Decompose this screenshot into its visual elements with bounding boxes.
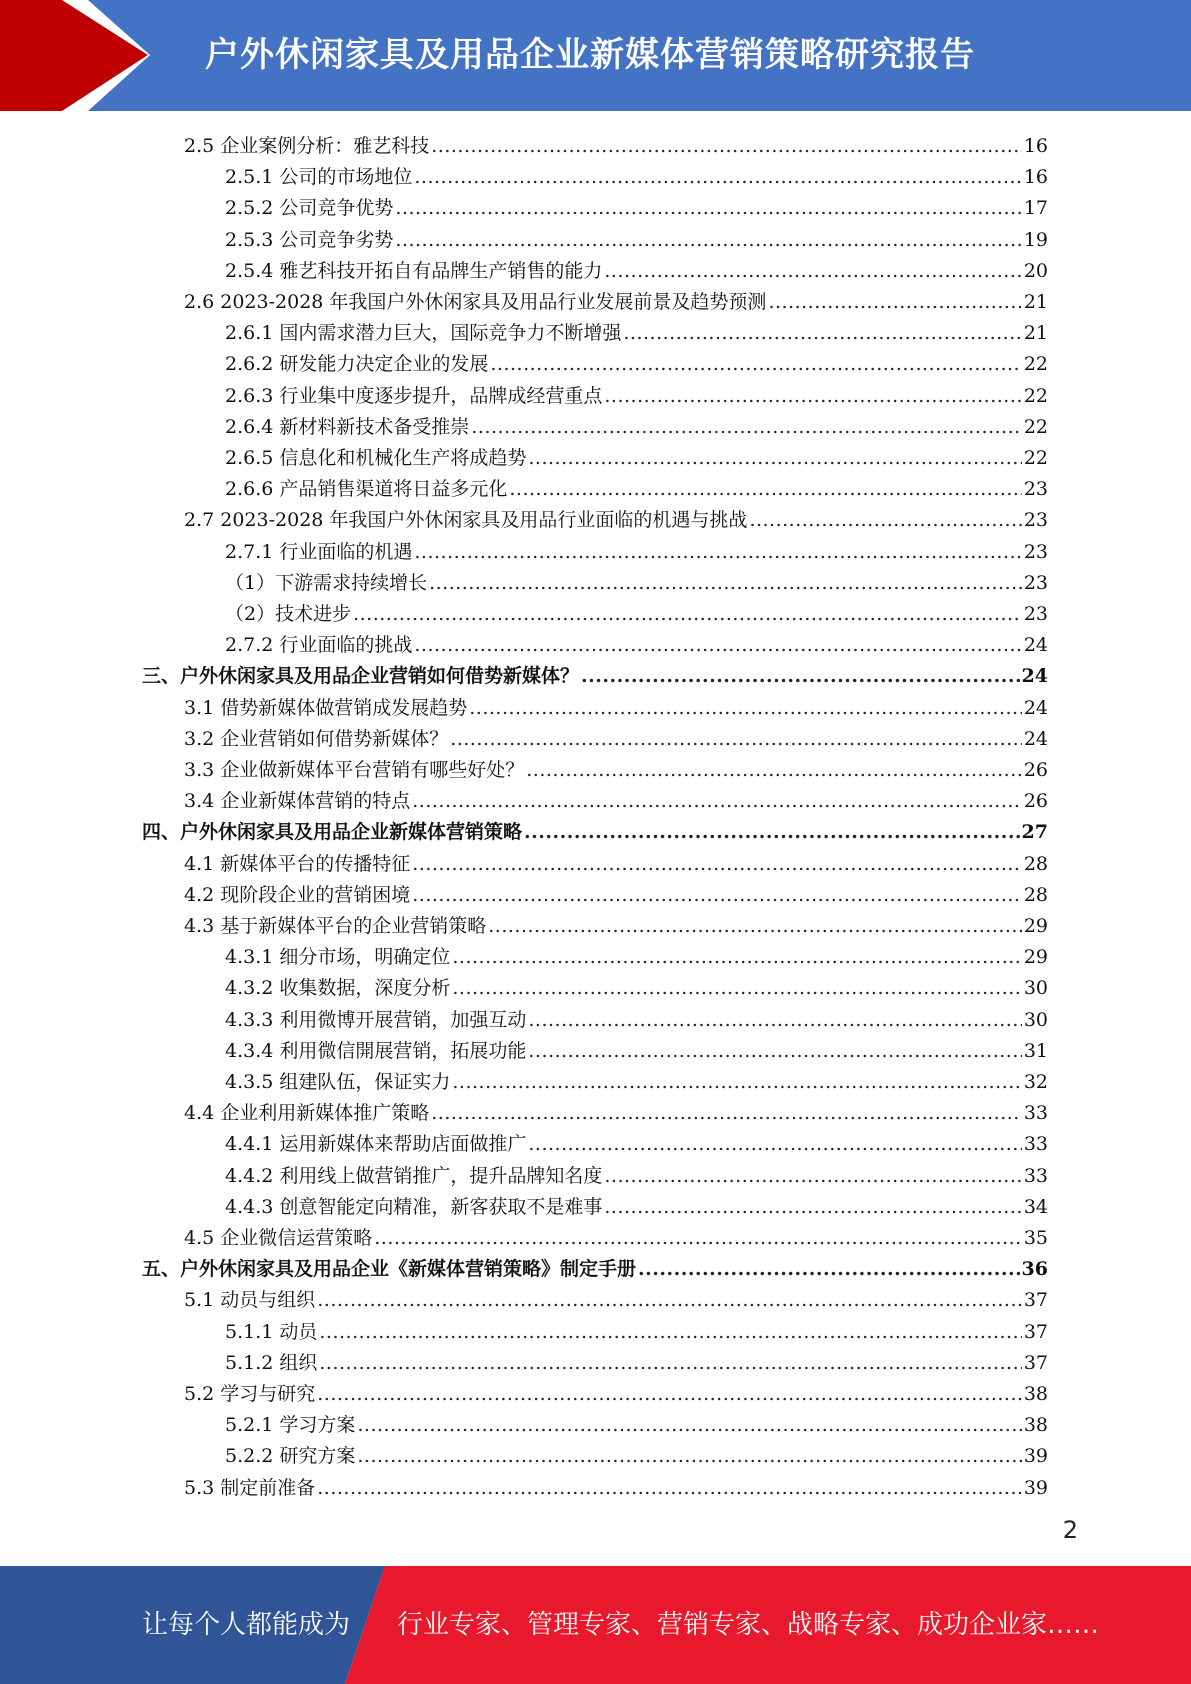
toc-dot-leader xyxy=(604,1194,1021,1220)
toc-entry[interactable] xyxy=(225,1033,1048,1064)
toc-dot-leader xyxy=(357,1412,1021,1438)
toc-entry-page: 38 xyxy=(1023,1383,1048,1405)
toc-dot-leader xyxy=(319,1319,1021,1345)
toc-entry-title: 5.2.2 研究方案 xyxy=(225,1445,356,1468)
toc-entry-page: 28 xyxy=(1023,883,1048,906)
toc-entry[interactable] xyxy=(184,284,1048,315)
toc-dot-leader xyxy=(604,383,1021,409)
toc-entry-page: 33 xyxy=(1023,1133,1048,1156)
toc-entry[interactable] xyxy=(225,1064,1048,1095)
toc-entry-title: 2.6.1 国内需求潜力巨大，国际竞争力不断增强 xyxy=(225,322,622,345)
toc-entry[interactable] xyxy=(225,315,1048,346)
toc-entry-page: 23 xyxy=(1023,603,1048,625)
toc-entry-page: 35 xyxy=(1023,1227,1048,1249)
toc-entry-page: 22 xyxy=(1023,384,1048,407)
toc-entry-page: 22 xyxy=(1023,353,1048,376)
toc-entry[interactable] xyxy=(184,846,1048,877)
toc-dot-leader xyxy=(524,819,1020,845)
toc-entry-page: 23 xyxy=(1023,571,1048,594)
toc-entry[interactable] xyxy=(225,1407,1048,1438)
toc-entry[interactable] xyxy=(225,1189,1048,1220)
toc-entry[interactable] xyxy=(184,1095,1048,1126)
toc-entry-page: 26 xyxy=(1023,759,1048,781)
toc-dot-leader xyxy=(317,1381,1022,1407)
toc-entry[interactable] xyxy=(184,783,1048,814)
toc-dot-leader xyxy=(414,164,1021,190)
toc-dot-leader xyxy=(412,882,1022,908)
toc-dot-leader xyxy=(452,1069,1021,1095)
toc-entry-title: 5.2.1 学习方案 xyxy=(225,1414,356,1437)
toc-entry-page: 21 xyxy=(1023,322,1048,345)
toc-entry-title: 2.5.3 公司竞争劣势 xyxy=(225,228,394,251)
toc-dot-leader xyxy=(431,133,1022,159)
toc-entry-title: 5.3 制定前准备 xyxy=(184,1476,316,1499)
toc-dot-leader xyxy=(471,414,1021,440)
toc-entry-title: 5.1.1 动员 xyxy=(225,1320,318,1343)
toc-dot-leader xyxy=(353,601,1022,627)
page-number: 2 xyxy=(1062,1516,1078,1544)
toc-entry-page: 28 xyxy=(1023,852,1048,875)
toc-entry-title: 2.5 企业案例分析：雅艺科技 xyxy=(184,135,430,157)
toc-dot-leader xyxy=(528,1007,1021,1033)
toc-entry-title: 五、户外休闲家具及用品企业《新媒体营销策略》制定手册 xyxy=(142,1258,637,1281)
toc-entry-title: 2.5.1 公司的市场地位 xyxy=(225,166,413,189)
toc-entry-page: 27 xyxy=(1021,821,1048,844)
toc-entry-page: 37 xyxy=(1023,1289,1048,1312)
toc-entry-title: 2.7 2023-2028 年我国户外休闲家具及用品行业面临的机遇与挑战 xyxy=(184,509,748,532)
toc-entry[interactable] xyxy=(225,1438,1048,1469)
toc-entry-page: 24 xyxy=(1021,665,1048,688)
toc-entry-title: 4.2 现阶段企业的营销困境 xyxy=(184,883,411,906)
toc-entry[interactable] xyxy=(225,253,1048,284)
toc-dot-leader xyxy=(638,1256,1020,1282)
toc-dot-leader xyxy=(768,289,1021,315)
toc-entry[interactable] xyxy=(184,752,1048,783)
toc-dot-leader xyxy=(526,757,1022,783)
toc-dot-leader xyxy=(490,351,1021,377)
toc-entry[interactable] xyxy=(225,409,1048,440)
toc-entry-page: 38 xyxy=(1023,1414,1048,1437)
toc-entry[interactable] xyxy=(142,1251,1048,1282)
toc-entry-page: 39 xyxy=(1023,1476,1048,1499)
toc-entry-title: 4.4 企业利用新媒体推广策略 xyxy=(184,1102,430,1125)
toc-entry-title: 5.2 学习与研究 xyxy=(184,1383,316,1405)
toc-entry-title: 4.4.1 运用新媒体来帮助店面做推广 xyxy=(225,1133,527,1156)
toc-entry-page: 30 xyxy=(1023,977,1048,1000)
toc-dot-leader xyxy=(412,788,1022,814)
toc-entry[interactable] xyxy=(142,658,1048,689)
toc-dot-leader xyxy=(604,258,1021,284)
toc-entry-title: 2.6.3 行业集中度逐步提升，品牌成经营重点 xyxy=(225,384,603,407)
toc-entry[interactable] xyxy=(184,502,1048,533)
toc-entry-title: 4.4.3 创意智能定向精准，新客获取不是难事 xyxy=(225,1195,603,1218)
toc-entry-page: 23 xyxy=(1023,478,1048,501)
toc-entry-page: 33 xyxy=(1023,1164,1048,1187)
toc-dot-leader xyxy=(395,227,1021,253)
toc-entry-page: 16 xyxy=(1023,135,1048,157)
toc-entry[interactable] xyxy=(225,596,1048,627)
toc-entry[interactable] xyxy=(225,1314,1048,1345)
toc-entry[interactable] xyxy=(225,1126,1048,1157)
toc-entry-title: 2.6.6 产品销售渠道将日益多元化 xyxy=(225,478,508,501)
toc-entry-title: 4.3.2 收集数据，深度分析 xyxy=(225,977,451,1000)
toc-entry-title: 2.6.4 新材料新技术备受推崇 xyxy=(225,415,470,438)
toc-dot-leader xyxy=(749,507,1021,533)
toc-entry-page: 22 xyxy=(1023,447,1048,469)
toc-entry-page: 23 xyxy=(1023,509,1048,532)
toc-entry-title: （1）下游需求持续增长 xyxy=(225,571,428,594)
page-header xyxy=(0,0,1191,111)
toc-dot-leader xyxy=(452,944,1021,970)
toc-entry-page: 37 xyxy=(1023,1351,1048,1374)
toc-entry[interactable] xyxy=(184,1470,1048,1501)
toc-entry-title: 5.1.2 组织 xyxy=(225,1351,318,1374)
toc-entry[interactable] xyxy=(225,346,1048,377)
toc-entry-title: 2.6.2 研发能力决定企业的发展 xyxy=(225,353,489,376)
toc-entry-title: 3.1 借势新媒体做营销成发展趋势 xyxy=(184,696,468,719)
toc-entry[interactable] xyxy=(184,1220,1048,1251)
toc-entry-title: 3.3 企业做新媒体平台营销有哪些好处？ xyxy=(184,759,525,781)
toc-entry-page: 34 xyxy=(1023,1195,1048,1218)
toc-entry[interactable] xyxy=(184,877,1048,908)
toc-entry-title: 2.7.2 行业面临的挑战 xyxy=(225,634,413,657)
toc-dot-leader xyxy=(581,663,1020,689)
toc-entry-title: 5.1 动员与组织 xyxy=(184,1289,316,1312)
toc-entry[interactable] xyxy=(225,378,1048,409)
toc-dot-leader xyxy=(623,320,1021,346)
toc-entry[interactable] xyxy=(225,939,1048,970)
toc-entry-title: 2.5.4 雅艺科技开拓自有品牌生产销售的能力 xyxy=(225,259,603,282)
toc-entry-page: 39 xyxy=(1023,1445,1048,1468)
toc-entry-title: （2）技术进步 xyxy=(225,603,352,625)
toc-dot-leader xyxy=(528,1131,1021,1157)
toc-entry-page: 24 xyxy=(1023,634,1048,657)
toc-entry-page: 30 xyxy=(1023,1008,1048,1031)
toc-entry-page: 29 xyxy=(1023,915,1048,937)
toc-entry-title: 4.1 新媒体平台的传播特征 xyxy=(184,852,411,875)
toc-entry-title: 4.3.3 利用微博开展营销，加强互动 xyxy=(225,1008,527,1031)
toc-entry-title: 2.7.1 行业面临的机遇 xyxy=(225,540,413,563)
toc-dot-leader xyxy=(509,476,1021,502)
toc-dot-leader xyxy=(431,1100,1022,1126)
toc-entry-page: 19 xyxy=(1023,228,1048,251)
toc-entry-page: 20 xyxy=(1023,259,1048,282)
toc-entry-title: 4.4.2 利用线上做营销推广，提升品牌知名度 xyxy=(225,1164,603,1187)
toc-dot-leader xyxy=(412,851,1022,877)
toc-entry-title: 四、户外休闲家具及用品企业新媒体营销策略 xyxy=(142,821,523,844)
toc-entry-page: 29 xyxy=(1023,946,1048,969)
toc-dot-leader xyxy=(395,195,1021,221)
toc-entry[interactable] xyxy=(225,627,1048,658)
toc-entry[interactable] xyxy=(225,534,1048,565)
report-title: 户外休闲家具及用品企业新媒体营销策略研究报告 xyxy=(205,35,975,75)
toc-entry-title: 2.5.2 公司竞争优势 xyxy=(225,197,394,220)
toc-entry[interactable] xyxy=(225,1345,1048,1376)
toc-entry-page: 32 xyxy=(1023,1071,1048,1093)
toc-entry[interactable] xyxy=(225,565,1048,596)
toc-entry[interactable] xyxy=(184,1376,1048,1407)
toc-entry-page: 17 xyxy=(1023,197,1048,220)
toc-entry[interactable] xyxy=(225,1002,1048,1033)
toc-entry-page: 16 xyxy=(1023,166,1048,189)
toc-entry-title: 4.5 企业微信运营策略 xyxy=(184,1227,373,1249)
toc-entry[interactable] xyxy=(225,159,1048,190)
toc-dot-leader xyxy=(452,975,1021,1001)
toc-entry-title: 4.3 基于新媒体平台的企业营销策略 xyxy=(184,915,487,937)
toc-entry-title: 4.3.4 利用微信開展营销，拓展功能 xyxy=(225,1039,527,1062)
toc-dot-leader xyxy=(414,632,1021,658)
toc-entry-title: 4.3.5 组建队伍，保证实力 xyxy=(225,1071,451,1093)
toc-dot-leader xyxy=(488,913,1022,939)
toc-entry-title: 2.6.5 信息化和机械化生产将成趋势 xyxy=(225,447,527,469)
toc-entry[interactable] xyxy=(142,814,1048,845)
toc-entry-page: 26 xyxy=(1023,790,1048,813)
toc-entry-title: 4.3.1 细分市场，明确定位 xyxy=(225,946,451,969)
toc-entry-page: 31 xyxy=(1023,1039,1048,1062)
toc-entry[interactable] xyxy=(184,908,1048,939)
toc-entry-title: 3.2 企业营销如何借势新媒体？ xyxy=(184,727,449,750)
toc-entry-page: 33 xyxy=(1023,1102,1048,1125)
toc-entry[interactable] xyxy=(184,690,1048,721)
toc-dot-leader xyxy=(319,1350,1021,1376)
toc-dot-leader xyxy=(374,1225,1022,1251)
toc-dot-leader xyxy=(429,570,1022,596)
toc-entry[interactable] xyxy=(225,471,1048,502)
toc-entry-page: 24 xyxy=(1023,727,1048,750)
toc-entry-page: 22 xyxy=(1023,415,1048,438)
toc-entry[interactable] xyxy=(225,190,1048,221)
toc-dot-leader xyxy=(528,1038,1021,1064)
toc-dot-leader xyxy=(469,695,1022,721)
toc-entry[interactable] xyxy=(225,440,1048,471)
toc-dot-leader xyxy=(317,1475,1022,1501)
toc-dot-leader xyxy=(604,1163,1021,1189)
footer-roles: 行业专家、管理专家、营销专家、战略专家、成功企业家…… xyxy=(397,1610,1100,1640)
toc-entry[interactable] xyxy=(225,222,1048,253)
toc-entry-title: 3.4 企业新媒体营销的特点 xyxy=(184,790,411,813)
toc-entry[interactable] xyxy=(184,721,1048,752)
footer-slogan: 让每个人都能成为 xyxy=(142,1610,351,1640)
toc-entry[interactable] xyxy=(184,128,1048,159)
toc-dot-leader xyxy=(357,1443,1021,1469)
toc-dot-leader xyxy=(528,445,1021,471)
toc-entry-title: 2.6 2023-2028 年我国户外休闲家具及用品行业发展前景及趋势预测 xyxy=(184,291,767,313)
toc-entry[interactable] xyxy=(184,1282,1048,1313)
toc-entry-page: 37 xyxy=(1023,1320,1048,1343)
page-footer xyxy=(0,1566,1191,1684)
toc-entry-title: 三、户外休闲家具及用品企业营销如何借势新媒体？ xyxy=(142,665,580,688)
toc-entry[interactable] xyxy=(225,970,1048,1001)
toc-dot-leader xyxy=(317,1287,1022,1313)
toc-entry-page: 36 xyxy=(1021,1258,1048,1281)
toc-dot-leader xyxy=(450,726,1022,752)
toc-entry-page: 23 xyxy=(1023,540,1048,563)
toc-dot-leader xyxy=(414,539,1021,565)
toc-entry-page: 21 xyxy=(1023,291,1048,313)
toc-entry-page: 24 xyxy=(1023,696,1048,719)
toc-entry[interactable] xyxy=(225,1158,1048,1189)
